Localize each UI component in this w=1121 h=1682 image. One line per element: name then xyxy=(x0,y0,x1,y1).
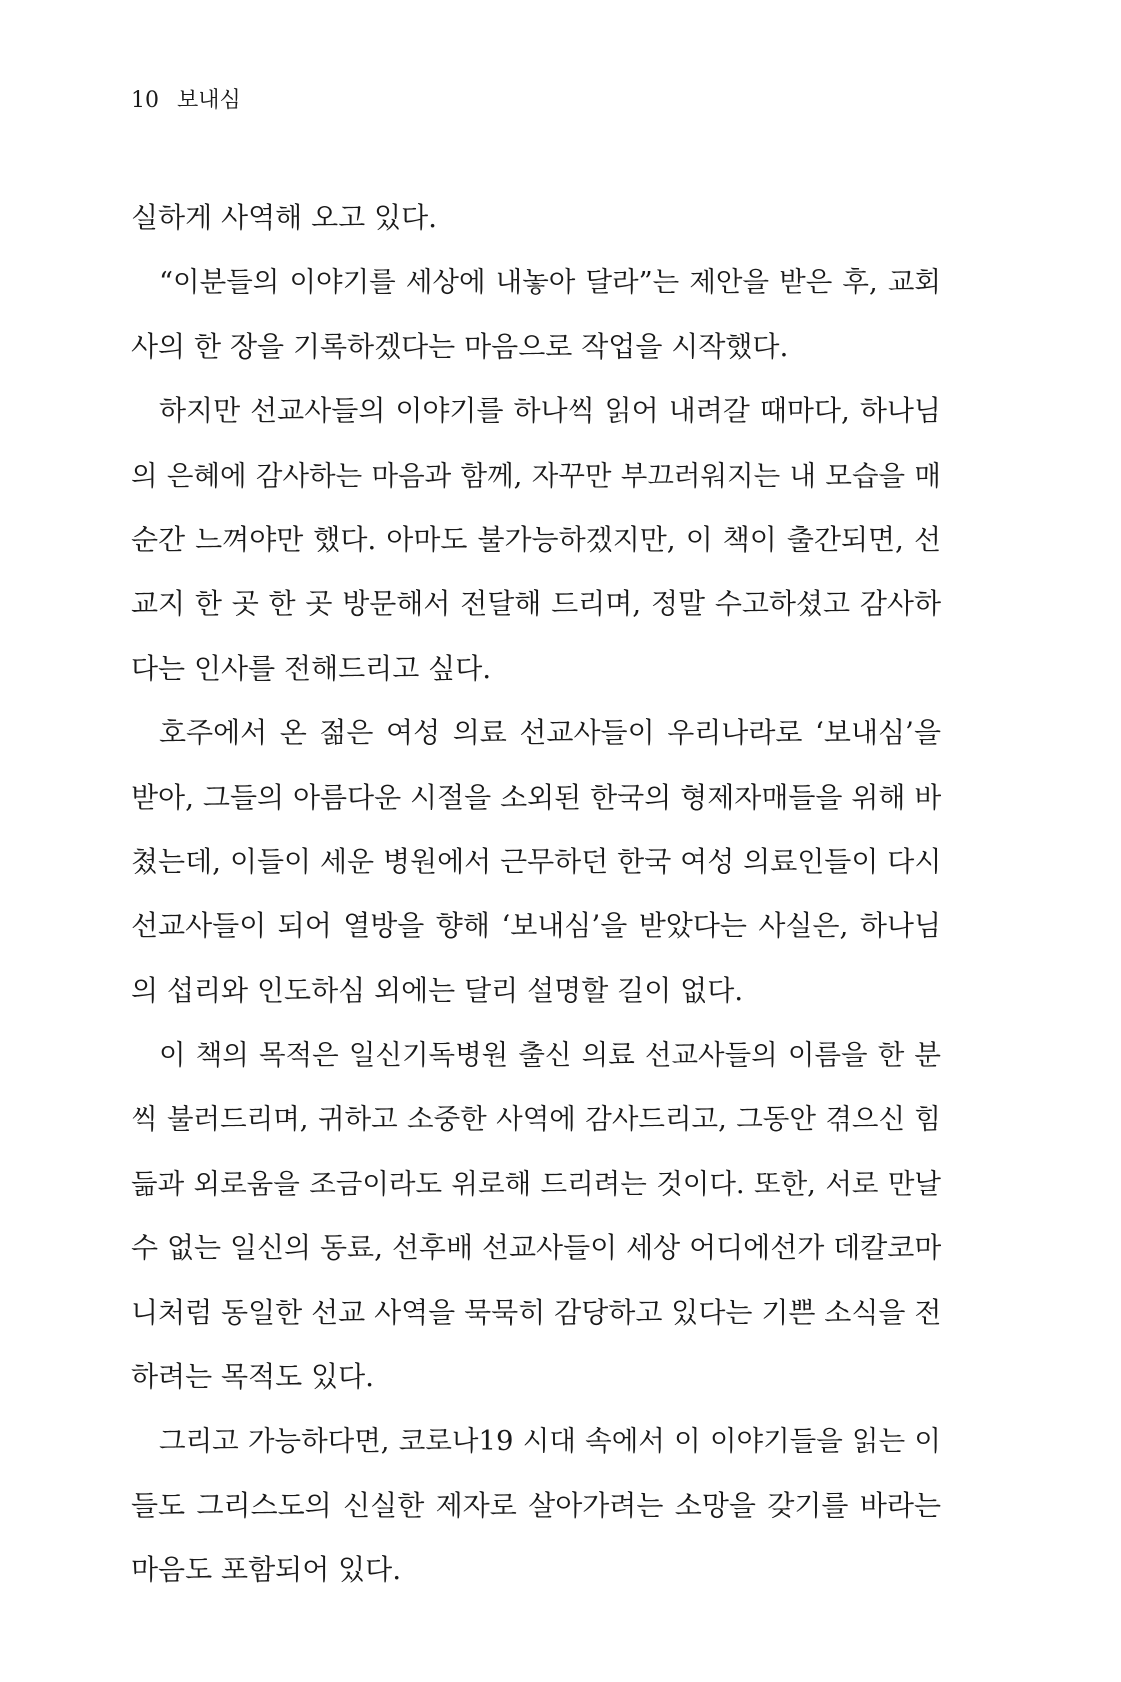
text-line: 다는 인사를 전해드리고 싶다. xyxy=(131,651,492,685)
text-line: 받아, 그들의 아름다운 시절을 소외된 한국의 형제자매들을 위해 바 xyxy=(131,780,941,814)
text-line: 하지만 선교사들의 이야기를 하나씩 읽어 내려갈 때마다, 하나님 xyxy=(159,394,941,428)
text-line: 씩 불러드리며, 귀하고 소중한 사역에 감사드리고, 그동안 겪으신 힘 xyxy=(131,1103,941,1136)
text-line: 호주에서 온 젊은 여성 의료 선교사들이 우리나라로 ‘보내심’을 xyxy=(159,716,941,750)
text-line: 사의 한 장을 기록하겠다는 마음으로 작업을 시작했다. xyxy=(131,329,789,363)
text-line: 의 섭리와 인도하심 외에는 달리 설명할 길이 없다. xyxy=(131,973,744,1007)
text-line: 들도 그리스도의 신실한 제자로 살아가려는 소망을 갖기를 바라는 xyxy=(131,1488,941,1522)
text-line: 수 없는 일신의 동료, 선후배 선교사들이 세상 어디에선가 데칼코마 xyxy=(131,1231,941,1265)
text-line: 마음도 포함되어 있다. xyxy=(131,1553,402,1587)
text-line: 하려는 목적도 있다. xyxy=(131,1360,375,1394)
text-line: 선교사들이 되어 열방을 향해 ‘보내심’을 받았다는 사실은, 하나님 xyxy=(131,909,941,943)
text-line: 그리고 가능하다면, 코로나19 시대 속에서 이 이야기들을 읽는 이 xyxy=(159,1425,941,1458)
text-line: 이 책의 목적은 일신기독병원 출신 의료 선교사들의 이름을 한 분 xyxy=(159,1039,941,1072)
text-line: 순간 느껴야만 했다. 아마도 불가능하겠지만, 이 책이 출간되면, 선 xyxy=(131,522,941,556)
running-header xyxy=(131,86,241,116)
running-title: 보내심 xyxy=(177,88,241,113)
page-number: 10 xyxy=(131,88,159,113)
text-line: 교지 한 곳 한 곳 방문해서 전달해 드리며, 정말 수고하셨고 감사하 xyxy=(131,587,941,621)
text-line: 쳤는데, 이들이 세운 병원에서 근무하던 한국 여성 의료인들이 다시 xyxy=(131,844,941,878)
text-line: 의 은혜에 감사하는 마음과 함께, 자꾸만 부끄러워지는 내 모습을 매 xyxy=(131,459,941,492)
text-line: 실하게 사역해 오고 있다. xyxy=(131,201,438,234)
body-text xyxy=(131,198,941,1615)
text-line: “이분들의 이야기를 세상에 내놓아 달라”는 제안을 받은 후, 교회 xyxy=(159,266,941,299)
text-line: 듦과 외로움을 조금이라도 위로해 드리려는 것이다. 또한, 서로 만날 xyxy=(131,1167,941,1200)
text-line: 니처럼 동일한 선교 사역을 묵묵히 감당하고 있다는 기쁜 소식을 전 xyxy=(131,1295,941,1329)
